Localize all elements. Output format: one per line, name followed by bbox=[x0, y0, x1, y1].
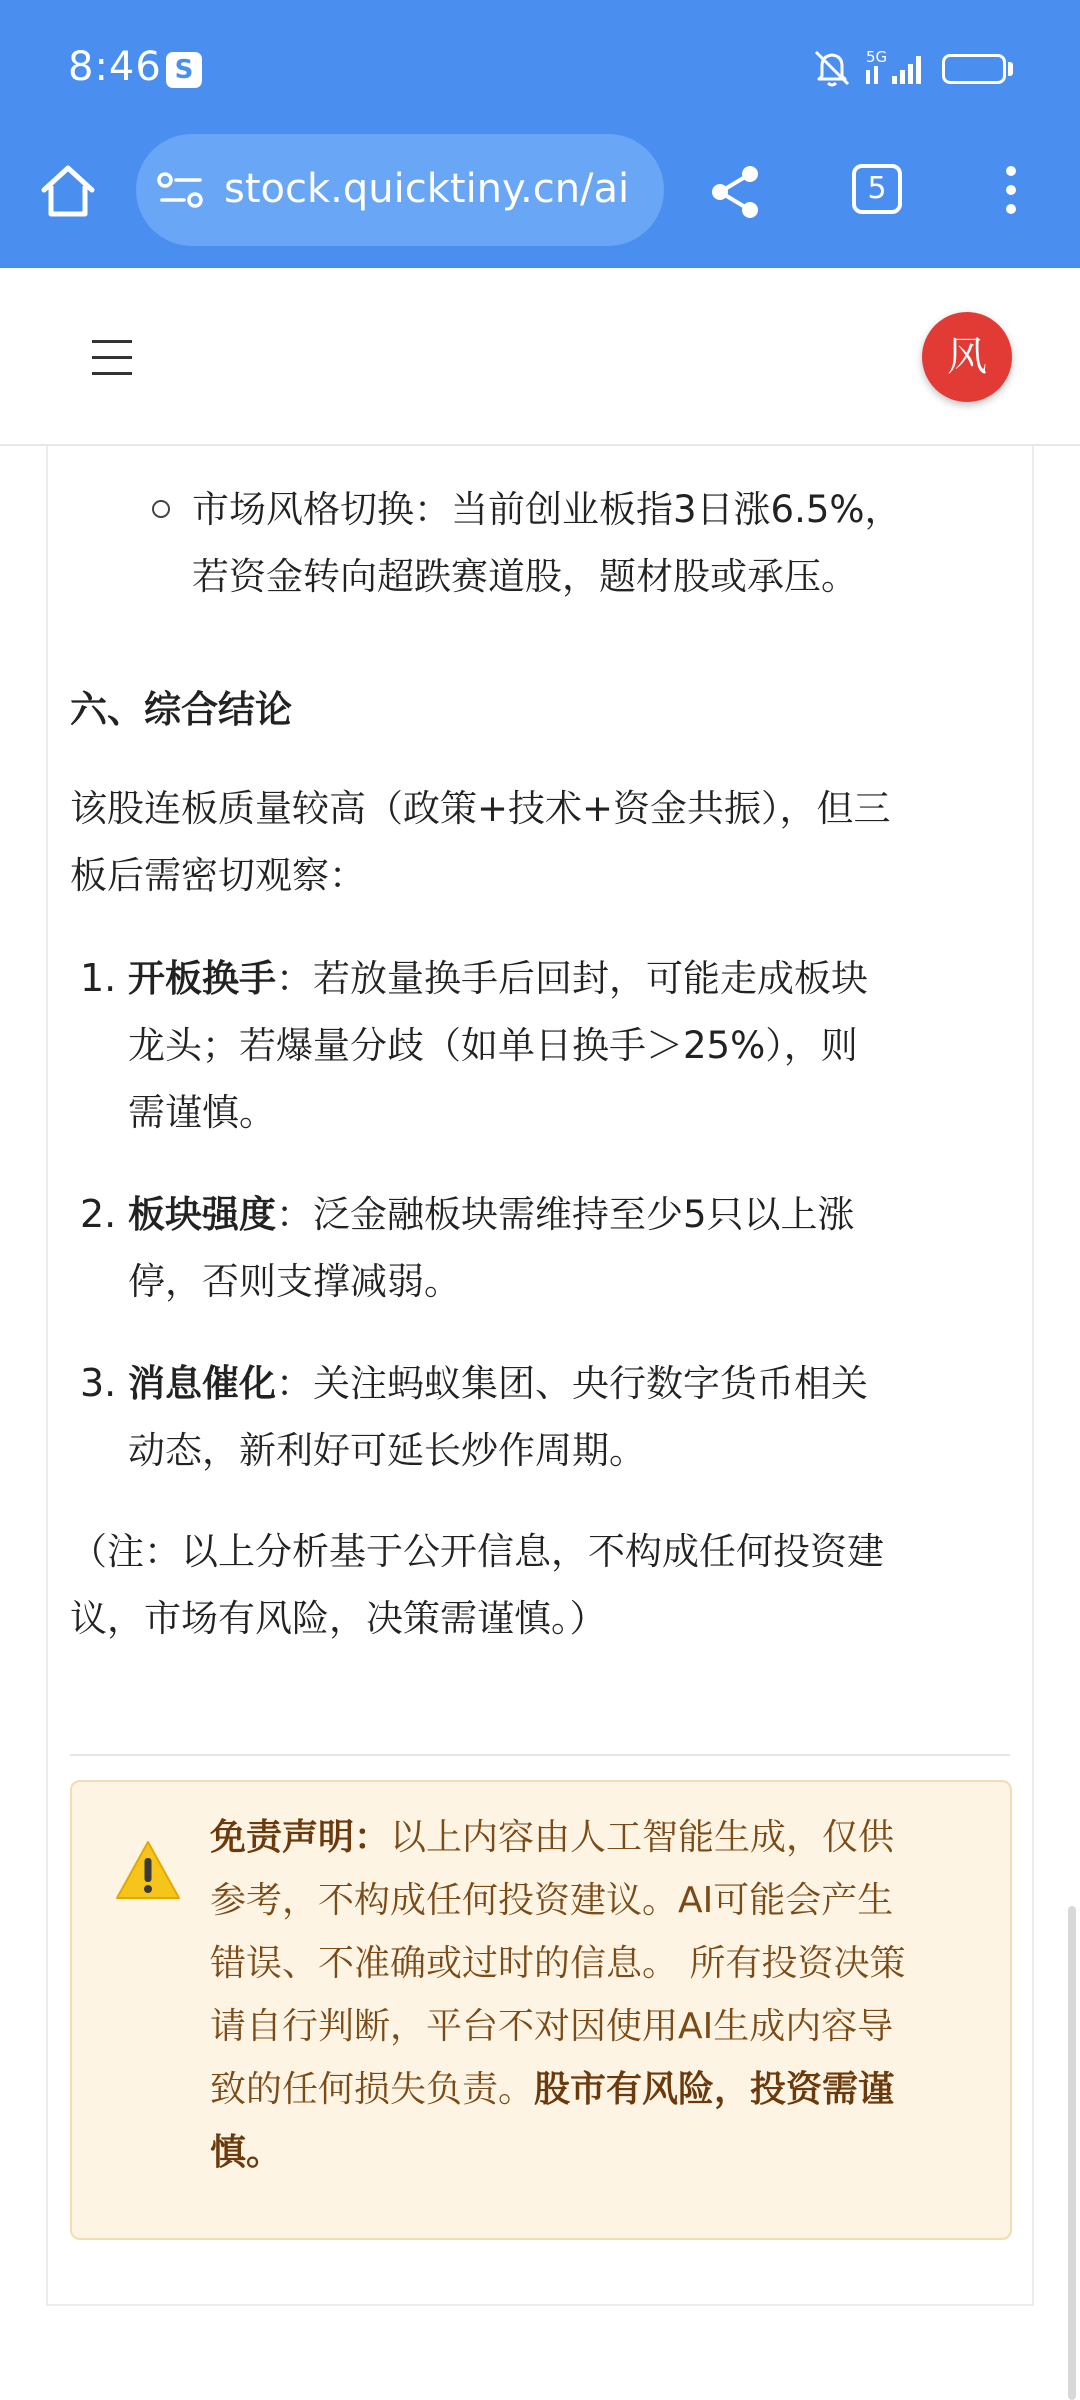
browser-chrome bbox=[0, 0, 1080, 268]
disclaimer-line: 致的任何损失负责。 bbox=[210, 2069, 535, 2110]
list-item-number: 1. bbox=[80, 956, 117, 1000]
list-item-text: 动态，新利好可延长炒作周期。 bbox=[128, 1429, 646, 1472]
hamburger-icon[interactable] bbox=[92, 340, 132, 376]
address-bar[interactable] bbox=[136, 134, 664, 246]
site-settings-icon[interactable] bbox=[156, 168, 206, 214]
list-item-text: 停，否则支撑减弱。 bbox=[128, 1260, 461, 1303]
list-item-number: 2. bbox=[80, 1192, 117, 1236]
network-label: 5G bbox=[866, 48, 888, 66]
list-item-text: ：泛金融板块需维持至少5只以上涨 bbox=[276, 1193, 855, 1236]
status-time: 8:46 bbox=[68, 44, 162, 90]
disclaimer-line: 以上内容由人工智能生成，仅供 bbox=[390, 1817, 895, 1858]
intro-line1: 该股连板质量较高（政策+技术+资金共振），但三 bbox=[70, 787, 891, 830]
list-item bbox=[128, 1181, 855, 1248]
list-item-text: ：关注蚂蚁集团、央行数字货币相关 bbox=[276, 1362, 868, 1405]
notifications-off-icon bbox=[810, 46, 854, 90]
battery-icon bbox=[942, 54, 1006, 84]
note-line2: 议，市场有风险，决策需谨慎。） bbox=[70, 1597, 607, 1640]
list-item-title: 消息催化 bbox=[128, 1362, 276, 1405]
list-item-text: 需谨慎。 bbox=[128, 1091, 276, 1134]
list-item-title: 板块强度 bbox=[128, 1193, 276, 1236]
avatar[interactable]: 风 bbox=[922, 312, 1012, 402]
status-bar bbox=[0, 0, 1080, 140]
section-title: 六、综合结论 bbox=[70, 688, 292, 731]
disclaimer-warning: 慎。 bbox=[210, 2132, 283, 2173]
note-line1: （注：以上分析基于公开信息，不构成任何投资建 bbox=[70, 1530, 884, 1573]
disclaimer-line: 参考，不构成任何投资建议。AI可能会产生 bbox=[210, 1880, 894, 1921]
list-item-title: 开板换手 bbox=[128, 957, 276, 1000]
intro-line2: 板后需密切观察： bbox=[70, 854, 366, 897]
scrollbar[interactable] bbox=[1068, 1906, 1076, 2400]
bullet-text-line1: 市场风格切换：当前创业板指3日涨6.5%， bbox=[192, 488, 902, 531]
list-item bbox=[128, 1350, 868, 1417]
browser-toolbar bbox=[0, 132, 1080, 268]
list-item bbox=[128, 945, 868, 1012]
list-item-text: 龙头；若爆量分歧（如单日换手＞25%），则 bbox=[128, 1024, 858, 1067]
disclaimer-box bbox=[70, 1780, 1012, 2240]
bullet-text-line2: 若资金转向超跌赛道股，题材股或承压。 bbox=[192, 555, 858, 598]
divider bbox=[70, 1754, 1010, 1756]
site-header bbox=[0, 268, 1080, 446]
list-item-number: 3. bbox=[80, 1361, 117, 1405]
home-icon[interactable] bbox=[36, 160, 100, 224]
tab-switcher-button[interactable]: 5 bbox=[852, 164, 902, 214]
list-item-text: ：若放量换手后回封，可能走成板块 bbox=[276, 957, 868, 1000]
warning-icon bbox=[114, 1838, 182, 1902]
more-vert-icon[interactable] bbox=[996, 160, 1026, 222]
url-text[interactable]: stock.quicktiny.cn/ai bbox=[224, 166, 630, 212]
disclaimer-line: 请自行判断，平台不对因使用AI生成内容导 bbox=[210, 2006, 894, 2047]
bullet-marker bbox=[152, 500, 170, 518]
disclaimer-text bbox=[210, 1806, 972, 2184]
status-app-icon: S bbox=[166, 52, 202, 88]
disclaimer-warning: 股市有风险，投资需谨 bbox=[534, 2069, 895, 2110]
share-icon[interactable] bbox=[706, 162, 766, 222]
disclaimer-label: 免责声明： bbox=[210, 1817, 391, 1858]
battery-level: 83 bbox=[960, 57, 988, 81]
disclaimer-line: 错误、不准确或过时的信息。 所有投资决策 bbox=[210, 1943, 906, 1984]
battery-cap bbox=[1008, 62, 1013, 76]
